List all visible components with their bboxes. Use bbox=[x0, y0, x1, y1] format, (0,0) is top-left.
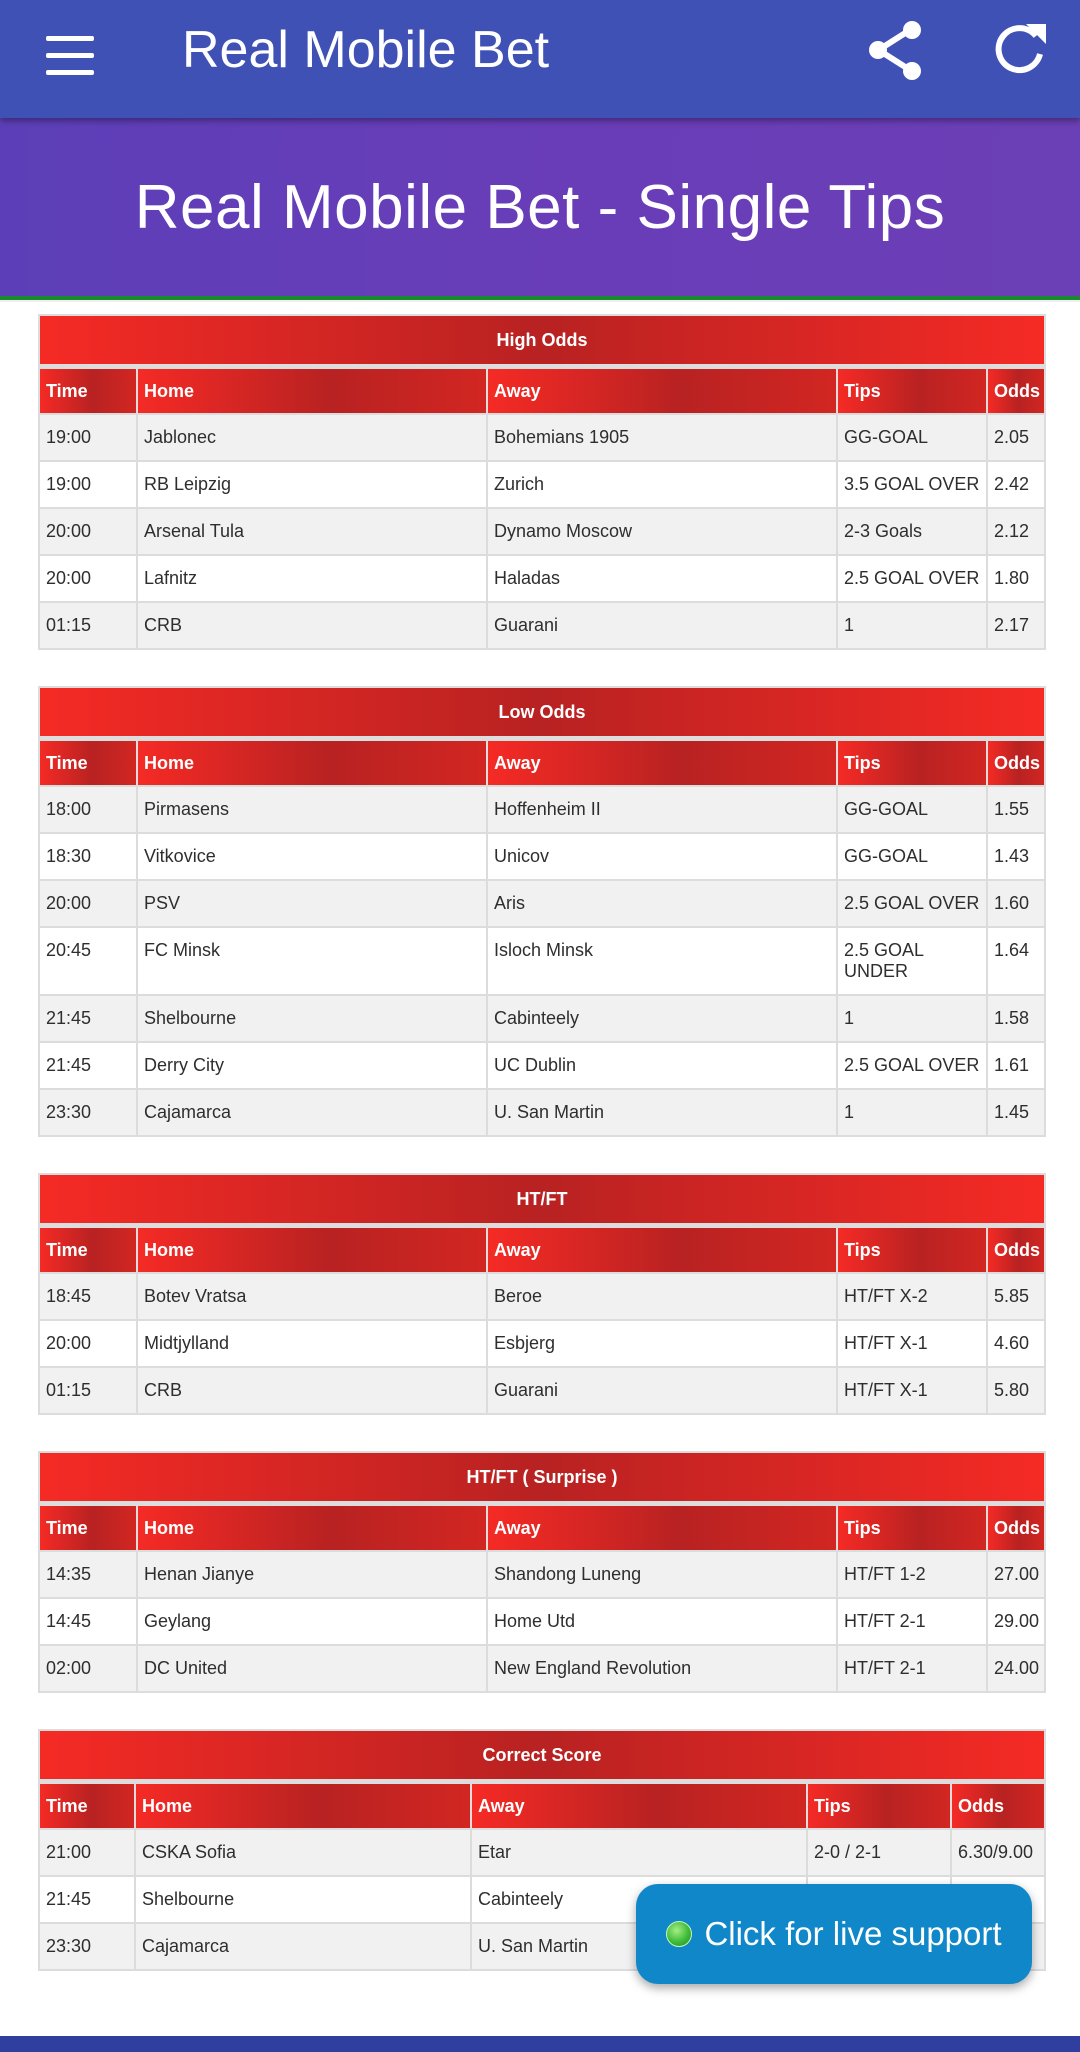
cell-tip: HT/FT X-2 bbox=[838, 1274, 988, 1321]
tips-table bbox=[38, 1173, 1046, 1415]
cell-odds: 2.12 bbox=[988, 509, 1044, 556]
column-header-time: Time bbox=[40, 369, 138, 415]
column-header-tip: Tips bbox=[838, 741, 988, 787]
column-header-tip: Tips bbox=[838, 1228, 988, 1274]
cell-away: Aris bbox=[488, 881, 838, 928]
column-header-home: Home bbox=[138, 1228, 488, 1274]
cell-away: Dynamo Moscow bbox=[488, 509, 838, 556]
cell-tip: 2.5 GOAL OVER bbox=[838, 881, 988, 928]
column-header-away: Away bbox=[472, 1784, 808, 1830]
section-title: Low Odds bbox=[40, 688, 1044, 741]
table-row bbox=[40, 1368, 1044, 1413]
menu-icon[interactable] bbox=[40, 26, 102, 88]
cell-home: Cajamarca bbox=[138, 1090, 488, 1135]
table-row bbox=[40, 834, 1044, 881]
table-row bbox=[40, 881, 1044, 928]
column-header-tip: Tips bbox=[838, 369, 988, 415]
bottom-bar bbox=[0, 2036, 1080, 2052]
cell-odds: 1.55 bbox=[988, 787, 1044, 834]
cell-time: 01:15 bbox=[40, 603, 138, 648]
column-header-time: Time bbox=[40, 741, 138, 787]
table-row bbox=[40, 1646, 1044, 1691]
cell-time: 18:45 bbox=[40, 1274, 138, 1321]
cell-home: Henan Jianye bbox=[138, 1552, 488, 1599]
cell-tip: HT/FT X-1 bbox=[838, 1321, 988, 1368]
cell-tip: 1 bbox=[838, 1090, 988, 1135]
column-header-tip: Tips bbox=[808, 1784, 952, 1830]
tips-table bbox=[38, 686, 1046, 1137]
table-row bbox=[40, 787, 1044, 834]
column-header-away: Away bbox=[488, 1506, 838, 1552]
column-header-home: Home bbox=[138, 1506, 488, 1552]
table-row bbox=[40, 1599, 1044, 1646]
cell-away: Esbjerg bbox=[488, 1321, 838, 1368]
table-row bbox=[40, 462, 1044, 509]
refresh-icon[interactable] bbox=[984, 14, 1054, 84]
table-row bbox=[40, 509, 1044, 556]
tips-section bbox=[38, 686, 1042, 1137]
column-header-tip: Tips bbox=[838, 1506, 988, 1552]
cell-time: 19:00 bbox=[40, 415, 138, 462]
cell-time: 23:30 bbox=[40, 1924, 136, 1969]
cell-home: Cajamarca bbox=[136, 1924, 472, 1969]
cell-time: 20:00 bbox=[40, 881, 138, 928]
column-header-away: Away bbox=[488, 369, 838, 415]
cell-away: Beroe bbox=[488, 1274, 838, 1321]
cell-away: Isloch Minsk bbox=[488, 928, 838, 996]
cell-tip: 2.5 GOAL OVER bbox=[838, 1043, 988, 1090]
cell-away: U. San Martin bbox=[472, 1924, 808, 1969]
cell-odds: 2.17 bbox=[988, 603, 1044, 648]
cell-away: Cabinteely bbox=[488, 996, 838, 1043]
cell-odds: 27.00 bbox=[988, 1552, 1044, 1599]
column-header-odds: Odds bbox=[952, 1784, 1044, 1830]
cell-odds: 1.60 bbox=[988, 881, 1044, 928]
cell-odds: 29.00 bbox=[988, 1599, 1044, 1646]
cell-away: Home Utd bbox=[488, 1599, 838, 1646]
cell-away: Guarani bbox=[488, 603, 838, 648]
column-header-odds: Odds bbox=[988, 1228, 1044, 1274]
cell-tip: 1 bbox=[838, 603, 988, 648]
table-row bbox=[40, 928, 1044, 996]
table-row bbox=[40, 1321, 1044, 1368]
cell-home: FC Minsk bbox=[138, 928, 488, 996]
cell-tip: 2-0 / 2-1 bbox=[808, 1830, 952, 1877]
cell-odds: 1.80 bbox=[988, 556, 1044, 603]
cell-tip: 2.5 GOAL OVER bbox=[838, 556, 988, 603]
cell-home: Pirmasens bbox=[138, 787, 488, 834]
cell-time: 01:15 bbox=[40, 1368, 138, 1413]
column-header-home: Home bbox=[138, 369, 488, 415]
cell-time: 14:35 bbox=[40, 1552, 138, 1599]
cell-away: Zurich bbox=[488, 462, 838, 509]
cell-home: Vitkovice bbox=[138, 834, 488, 881]
cell-time: 02:00 bbox=[40, 1646, 138, 1691]
table-row bbox=[40, 415, 1044, 462]
cell-home: CSKA Sofia bbox=[136, 1830, 472, 1877]
cell-odds: 24.00 bbox=[988, 1646, 1044, 1691]
column-header-home: Home bbox=[136, 1784, 472, 1830]
cell-odds: 2.05 bbox=[988, 415, 1044, 462]
cell-away: U. San Martin bbox=[488, 1090, 838, 1135]
table-row bbox=[40, 1552, 1044, 1599]
cell-home: CRB bbox=[138, 1368, 488, 1413]
cell-away: Unicov bbox=[488, 834, 838, 881]
app-title: Real Mobile Bet bbox=[182, 21, 550, 79]
cell-time: 20:00 bbox=[40, 556, 138, 603]
column-header-odds: Odds bbox=[988, 369, 1044, 415]
cell-time: 20:45 bbox=[40, 928, 138, 996]
tips-list bbox=[38, 314, 1042, 2007]
cell-away: UC Dublin bbox=[488, 1043, 838, 1090]
tips-section bbox=[38, 1173, 1042, 1415]
live-support-button[interactable] bbox=[636, 1884, 1032, 1984]
column-header-odds: Odds bbox=[988, 741, 1044, 787]
cell-home: Shelbourne bbox=[138, 996, 488, 1043]
column-header-time: Time bbox=[40, 1784, 136, 1830]
cell-home: Jablonec bbox=[138, 415, 488, 462]
tips-section bbox=[38, 314, 1042, 650]
cell-away: New England Revolution bbox=[488, 1646, 838, 1691]
column-header-time: Time bbox=[40, 1506, 138, 1552]
cell-odds: 5.85 bbox=[988, 1274, 1044, 1321]
cell-odds: 1.61 bbox=[988, 1043, 1044, 1090]
cell-tip: 2-3 Goals bbox=[838, 509, 988, 556]
section-title: HT/FT ( Surprise ) bbox=[40, 1453, 1044, 1506]
section-title: HT/FT bbox=[40, 1175, 1044, 1228]
cell-odds: 1.43 bbox=[988, 834, 1044, 881]
cell-time: 21:45 bbox=[40, 996, 138, 1043]
cell-odds: 1.58 bbox=[988, 996, 1044, 1043]
cell-time: 21:45 bbox=[40, 1877, 136, 1924]
cell-odds: 4.60 bbox=[988, 1321, 1044, 1368]
cell-home: DC United bbox=[138, 1646, 488, 1691]
cell-odds: 1.64 bbox=[988, 928, 1044, 996]
tips-table bbox=[38, 314, 1046, 650]
cell-away: Etar bbox=[472, 1830, 808, 1877]
section-title: Correct Score bbox=[40, 1731, 1044, 1784]
page-title: Real Mobile Bet - Single Tips bbox=[134, 172, 946, 242]
app-bar bbox=[0, 0, 1080, 118]
cell-odds: 2.42 bbox=[988, 462, 1044, 509]
table-row bbox=[40, 1090, 1044, 1135]
table-row bbox=[40, 1274, 1044, 1321]
cell-tip: GG-GOAL bbox=[838, 787, 988, 834]
cell-odds: 5.80 bbox=[988, 1368, 1044, 1413]
cell-away: Bohemians 1905 bbox=[488, 415, 838, 462]
cell-away: Guarani bbox=[488, 1368, 838, 1413]
cell-home: Shelbourne bbox=[136, 1877, 472, 1924]
cell-odds: 1.45 bbox=[988, 1090, 1044, 1135]
cell-away: Shandong Luneng bbox=[488, 1552, 838, 1599]
cell-home: Botev Vratsa bbox=[138, 1274, 488, 1321]
section-title: High Odds bbox=[40, 316, 1044, 369]
cell-tip: HT/FT X-1 bbox=[838, 1368, 988, 1413]
live-support-label: Click for live support bbox=[704, 1915, 1002, 1952]
page-banner bbox=[0, 118, 1080, 296]
cell-home: Arsenal Tula bbox=[138, 509, 488, 556]
cell-away: Hoffenheim II bbox=[488, 787, 838, 834]
cell-time: 18:30 bbox=[40, 834, 138, 881]
cell-tip: 3.5 GOAL OVER bbox=[838, 462, 988, 509]
divider bbox=[0, 300, 1080, 302]
cell-time: 14:45 bbox=[40, 1599, 138, 1646]
cell-odds: 6.30/9.00 bbox=[952, 1830, 1044, 1877]
cell-time: 21:45 bbox=[40, 1043, 138, 1090]
online-status-icon bbox=[666, 1921, 692, 1947]
cell-home: RB Leipzig bbox=[138, 462, 488, 509]
share-icon[interactable] bbox=[862, 16, 932, 86]
column-header-odds: Odds bbox=[988, 1506, 1044, 1552]
cell-tip: GG-GOAL bbox=[838, 415, 988, 462]
cell-time: 20:00 bbox=[40, 509, 138, 556]
table-row bbox=[40, 1043, 1044, 1090]
cell-home: Derry City bbox=[138, 1043, 488, 1090]
cell-tip: HT/FT 2-1 bbox=[838, 1599, 988, 1646]
tips-section bbox=[38, 1451, 1042, 1693]
cell-tip: 1 bbox=[838, 996, 988, 1043]
cell-home: Midtjylland bbox=[138, 1321, 488, 1368]
column-header-away: Away bbox=[488, 1228, 838, 1274]
table-row bbox=[40, 996, 1044, 1043]
cell-tip: HT/FT 1-2 bbox=[838, 1552, 988, 1599]
cell-time: 18:00 bbox=[40, 787, 138, 834]
cell-time: 19:00 bbox=[40, 462, 138, 509]
cell-tip: HT/FT 2-1 bbox=[838, 1646, 988, 1691]
column-header-away: Away bbox=[488, 741, 838, 787]
cell-home: CRB bbox=[138, 603, 488, 648]
table-row bbox=[40, 556, 1044, 603]
column-header-home: Home bbox=[138, 741, 488, 787]
cell-time: 23:30 bbox=[40, 1090, 138, 1135]
column-header-time: Time bbox=[40, 1228, 138, 1274]
cell-time: 20:00 bbox=[40, 1321, 138, 1368]
table-row bbox=[40, 603, 1044, 648]
tips-table bbox=[38, 1451, 1046, 1693]
cell-time: 21:00 bbox=[40, 1830, 136, 1877]
table-row bbox=[40, 1830, 1044, 1877]
cell-home: PSV bbox=[138, 881, 488, 928]
cell-away: Haladas bbox=[488, 556, 838, 603]
cell-away: Cabinteely bbox=[472, 1877, 808, 1924]
cell-home: Geylang bbox=[138, 1599, 488, 1646]
cell-tip: 2.5 GOAL UNDER bbox=[838, 928, 988, 996]
cell-home: Lafnitz bbox=[138, 556, 488, 603]
cell-tip: GG-GOAL bbox=[838, 834, 988, 881]
